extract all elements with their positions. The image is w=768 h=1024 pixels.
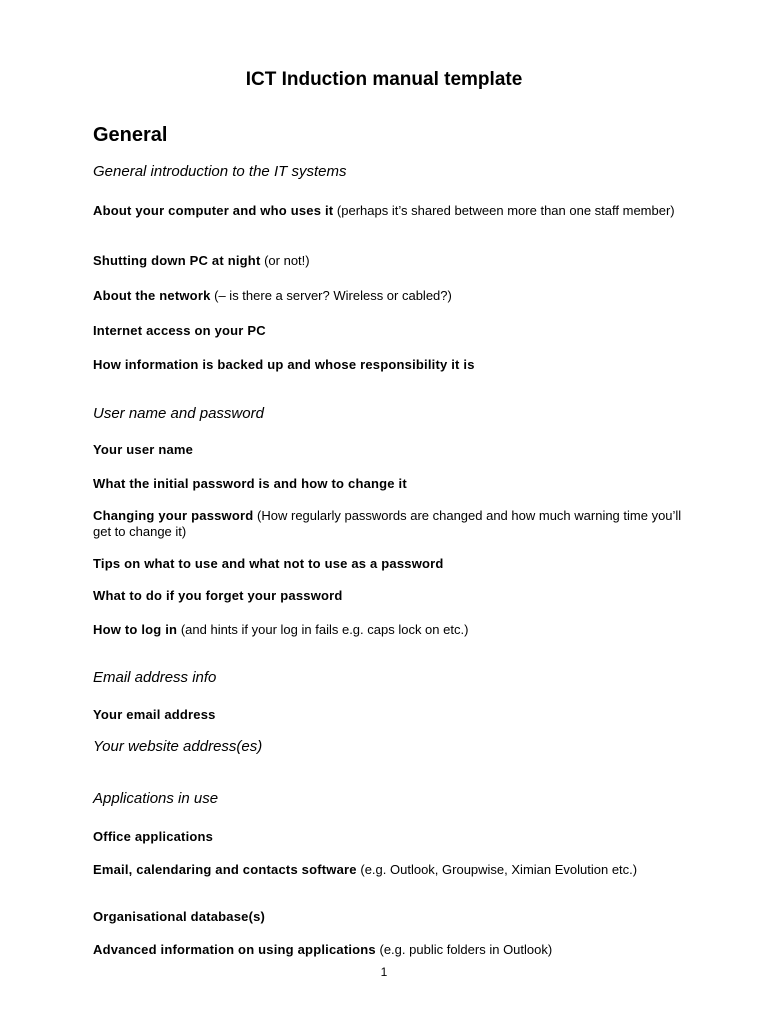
item-title: About your computer and who uses it xyxy=(93,203,334,218)
subsection-heading-email: Email address info xyxy=(93,669,217,686)
list-item xyxy=(93,476,693,492)
list-item xyxy=(93,203,693,219)
page-number: 1 xyxy=(380,965,388,979)
item-title: About the network xyxy=(93,288,211,303)
subsection-heading-intro: General introduction to the IT systems xyxy=(93,163,347,180)
item-title: What to do if you forget your password xyxy=(93,588,343,603)
item-title: Advanced information on using applications xyxy=(93,942,376,957)
item-title: Email, calendaring and contacts software xyxy=(93,862,357,877)
item-note: (and hints if your log in fails e.g. caps lock on etc.) xyxy=(180,622,469,637)
list-item xyxy=(93,508,693,540)
item-note: (– is there a server? Wireless or cabled?) xyxy=(214,288,452,303)
list-item xyxy=(93,357,693,373)
item-title: What the initial password is and how to change it xyxy=(93,476,407,491)
item-title: How to log in xyxy=(93,622,178,637)
item-note: (or not!) xyxy=(264,253,310,268)
subsection-heading-applications: Applications in use xyxy=(93,790,219,807)
section-heading-general: General xyxy=(93,124,168,146)
list-item xyxy=(93,622,693,638)
subsection-heading-website: Your website address(es) xyxy=(93,738,263,755)
list-item xyxy=(93,588,693,604)
list-item xyxy=(93,707,693,723)
list-item xyxy=(93,942,693,958)
list-item xyxy=(93,323,693,339)
item-title: Changing your password xyxy=(93,508,254,523)
list-item xyxy=(93,288,693,304)
item-note: (e.g. public folders in Outlook) xyxy=(379,942,553,957)
list-item xyxy=(93,556,693,572)
subsection-heading-user-name: User name and password xyxy=(93,405,264,422)
item-note: (perhaps it’s shared between more than one staff member) xyxy=(336,203,675,218)
list-item xyxy=(93,862,693,878)
item-title: Organisational database(s) xyxy=(93,909,266,924)
item-title: Your user name xyxy=(93,442,194,457)
item-note: (e.g. Outlook, Groupwise, Ximian Evolution etc.) xyxy=(360,862,638,877)
list-item xyxy=(93,909,693,925)
list-item xyxy=(93,442,693,458)
list-item xyxy=(93,253,693,269)
item-title: Internet access on your PC xyxy=(93,323,266,338)
document-title: ICT Induction manual template xyxy=(245,69,523,90)
item-title: Tips on what to use and what not to use as a password xyxy=(93,556,444,571)
item-title: How information is backed up and whose responsibility it is xyxy=(93,357,475,372)
item-title: Office applications xyxy=(93,829,214,844)
item-note: (How regularly passwords are changed and how much warning time you’ll get to change it) xyxy=(93,508,682,539)
list-item xyxy=(93,829,693,845)
item-title: Your email address xyxy=(93,707,216,722)
item-title: Shutting down PC at night xyxy=(93,253,261,268)
